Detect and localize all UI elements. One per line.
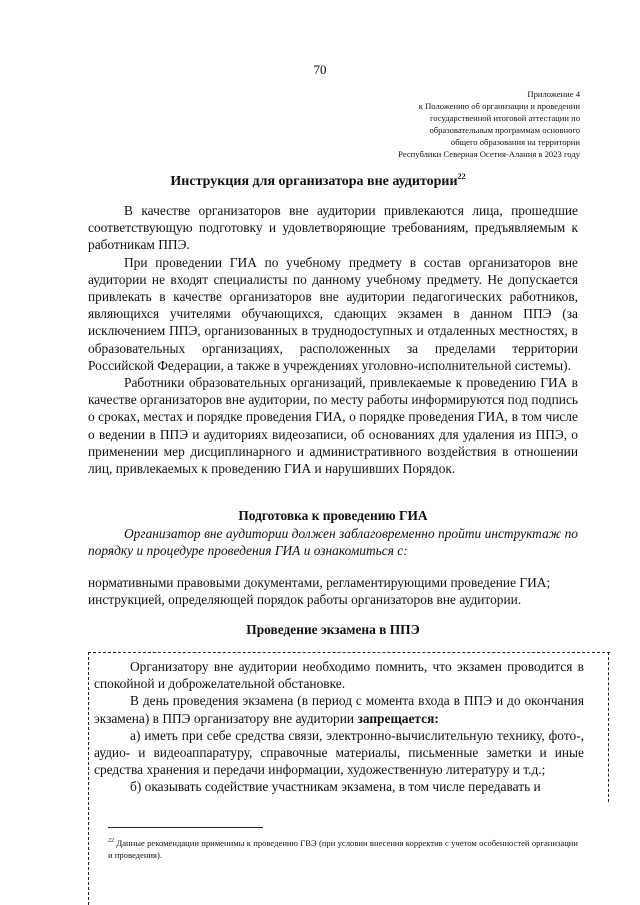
exam-section xyxy=(94,658,584,796)
title-footnote-ref: 22 xyxy=(457,172,466,181)
intro-paragraph: При проведении ГИА по учебному предмету в состав организаторов вне аудитории не входят специалисты по данному учебному предмету. Не допускается привлекать в качестве организаторов вне аудитории педагогических работников, являющихся учителями обучающихся, сдающих экзамен в данном ППЭ (за исключением ППЭ, организованных в труднодоступных и отдаленных местностях, в образовательных организациях, расположенных за пределами территории Российской Федерации, а также в учреждениях уголовно-исполнительной системы). xyxy=(88,254,578,373)
preparation-section xyxy=(88,525,578,559)
dashed-border-right xyxy=(608,652,609,802)
appendix-line: Республики Северная Осетия-Алания в 2023 году xyxy=(398,149,580,159)
appendix-line: к Положению об организации и проведении xyxy=(418,101,580,111)
appendix-line: образовательным программам основного xyxy=(429,125,580,135)
exam-paragraph-text: В день проведения экзамена (в период с момента входа в ППЭ и до окончания экзамена) в ППЭ организатору вне аудитории xyxy=(94,693,584,726)
dashed-border-top xyxy=(88,652,610,653)
preparation-italic-text: Организатор вне аудитории должен заблаговременно пройти инструктаж по порядку и процедуре проведения ГИА и ознакомиться с: xyxy=(88,526,578,559)
preparation-list xyxy=(88,574,578,608)
footnote-separator xyxy=(108,827,263,828)
forbidden-label: запрещается: xyxy=(357,710,439,726)
title-text: Инструкция для организатора вне аудитории xyxy=(170,174,458,189)
dashed-border-left xyxy=(88,652,89,905)
section-heading-exam: Проведение экзамена в ППЭ xyxy=(246,622,420,637)
appendix-line: государственной итоговой аттестации по xyxy=(429,113,580,123)
appendix-line: Приложение 4 xyxy=(527,89,580,99)
document-title xyxy=(88,172,548,190)
intro-paragraph: В качестве организаторов вне аудитории привлекаются лица, прошедшие соответствующую подготовку и удовлетворяющие требованиям, предъявляемым к работникам ППЭ. xyxy=(88,203,578,253)
exam-item-a: а) иметь при себе средства связи, электронно-вычислительную технику, фото-, аудио- и видеоаппаратуру, справочные материалы, письменные заметки и иные средства хранения и передачи информации, художественную литературу и т.д.; xyxy=(94,727,584,778)
footnote xyxy=(108,835,578,861)
intro-paragraph: Работники образовательных организаций, привлекаемые к проведению ГИА в качестве организаторов вне аудитории, по месту работы информируются под подпись о сроках, местах и порядке проведения ГИА, о порядке проведения ГИА, в том числе о ведении в ППЭ и аудиториях видеозаписи, об основаниях для удаления из ППЭ, о применении мер дисциплинарного и административного воздействия в отношении лиц, привлекаемых к проведению ГИА и нарушивших Порядок. xyxy=(88,375,578,477)
list-item: инструкцией, определяющей порядок работы организаторов вне аудитории. xyxy=(88,592,522,608)
exam-paragraph: Организатору вне аудитории необходимо помнить, что экзамен проводится в спокойной и доброжелательной обстановке. xyxy=(94,659,584,692)
section-heading-preparation: Подготовка к проведению ГИА xyxy=(238,508,428,523)
list-item: нормативными правовыми документами, регламентирующими проведение ГИА; xyxy=(88,575,551,590)
footnote-number: 22 xyxy=(108,838,114,844)
page-number: 70 xyxy=(313,62,327,77)
exam-paragraph xyxy=(94,692,584,726)
exam-item-b: б) оказывать содействие участникам экзамена, в том числе передавать и xyxy=(130,779,541,795)
intro-section xyxy=(88,202,578,477)
footnote-text: Данные рекомендации применимы к проведению ГВЭ (при условии внесения корректив с учетом особенностей организации и проведения). xyxy=(108,838,578,860)
appendix-line: общего образования на территории xyxy=(450,137,580,147)
appendix-note xyxy=(320,88,580,160)
